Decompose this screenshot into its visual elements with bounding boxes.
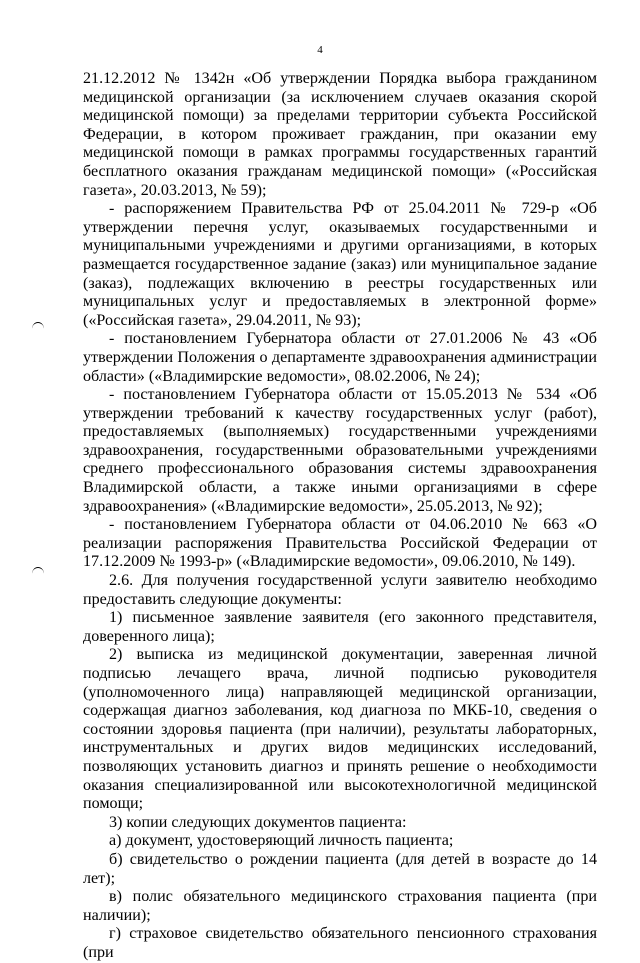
paragraph: г) страховое свидетельство обязательного пенсионного страхования (при: [83, 925, 597, 961]
paragraph: - постановлением Губернатора области от 04.06.2010 № 663 «О реализации распоряжения Правительства Российской Федерации от 17.12.2009 № 1993-р» («Владимирские ведомости», 09.06.2010, № 149).: [83, 516, 597, 571]
paragraph: 2.6. Для получения государственной услуги заявителю необходимо предоставить следующие документы:: [83, 572, 597, 608]
document-body: [83, 70, 597, 963]
paragraph: б) свидетельство о рождении пациента (для детей в возрасте до 14 лет);: [83, 850, 597, 887]
paragraph: 1) письменное заявление заявителя (его законного представителя, доверенного лица);: [83, 609, 597, 645]
paragraph: 21.12.2012 № 1342н «Об утверждении Порядка выбора гражданином медицинской организации (за исключением случаев оказания скорой медицинской помощи) за пределами территории субъекта Российской Федерации, в котором проживает гражданин, при оказании ему медицинской помощи в рамках программы государственных гарантий бесплатного оказания гражданам медицинской помощи» («Российская газета», 20.03.2013, № 59);: [83, 70, 597, 199]
paragraph: - постановлением Губернатора области от 27.01.2006 № 43 «Об утверждении Положения о департаменте здравоохранения администрации области» («Владимирские ведомости», 08.02.2006, № 24);: [83, 330, 597, 385]
paragraph: 3) копии следующих документов пациента:: [109, 813, 407, 831]
punch-hole-mark-bottom: [32, 567, 44, 574]
punch-hole-mark-top: [32, 322, 44, 329]
paragraph: - распоряжением Правительства РФ от 25.04.2011 № 729-р «Об утверждении перечня услуг, оказываемых государственными и муниципальными учреждениями и другими организациями, в которых размещается государственное задание (заказ) или муниципальное задание (заказ), подлежащих включению в реестры государственных или муниципальных услуг и предоставляемых в электронной форме» («Российская газета», 29.04.2011, № 93);: [83, 200, 597, 329]
paragraph: 2) выписка из медицинской документации, заверенная личной подписью лечащего врача, личной подписью руководителя (уполномоченного лица) направляющей медицинской организации, содержащая диагноз заболевания, код диагноза по МКБ-10, сведения о состоянии здоровья пациента (при наличии), результаты лабораторных, инструментальных и других видов медицинских исследований, позволяющих установить диагноз и принять решение о необходимости оказания специализированной или высокотехнологичной медицинской помощи;: [83, 646, 597, 813]
paragraph: - постановлением Губернатора области от 15.05.2013 № 534 «Об утверждении требований к качеству государственных услуг (работ), предоставляемых (выполняемых) государственными учреждениями здравоохранения, государственными образовательными учреждениями среднего профессионального образования системы здравоохранения Владимирской области, а также иными организациями в сфере здравоохранения» («Владимирские ведомости», 25.05.2013, № 92);: [83, 386, 597, 515]
page-number: 4: [317, 44, 323, 56]
paragraph: в) полис обязательного медицинского страхования пациента (при наличии);: [83, 888, 597, 924]
paragraph: а) документ, удостоверяющий личность пациента;: [109, 832, 454, 850]
